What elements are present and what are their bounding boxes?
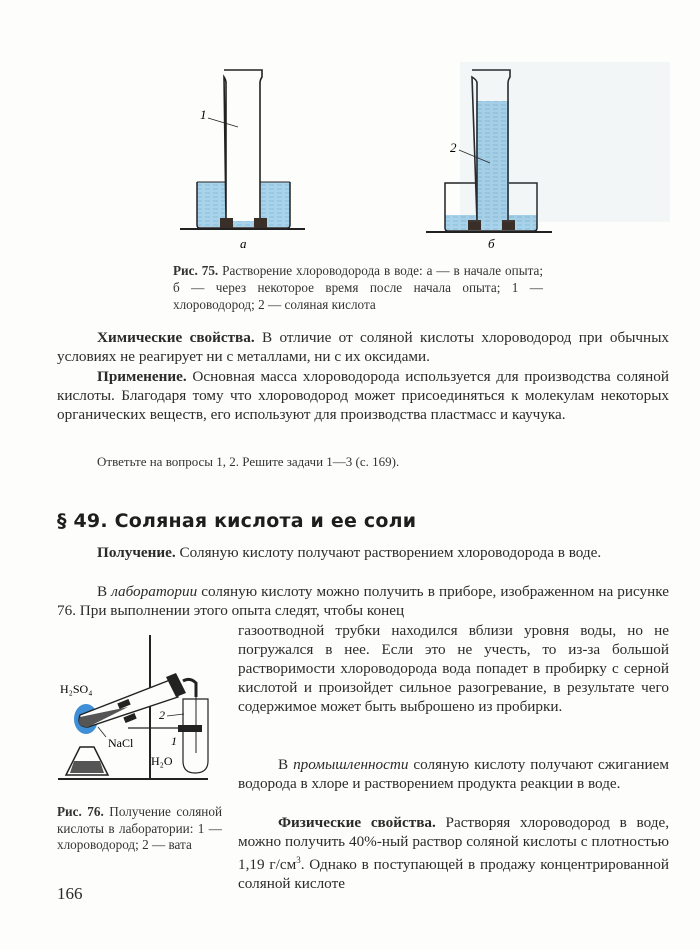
caption-text: Получение соляной кислоты в лаборатории: 1 — хлороводород; 2 — вата [57, 804, 222, 852]
label-1: 1 [200, 107, 207, 122]
physical-properties-paragraph [238, 813, 669, 893]
lab-paragraph-wrap: газоотводной трубки находился вблизи уровня воды, но не погружался в нее. Если это не учесть, то из-за большой растворимости хлороводорода вода попадет в пробирку с серной кислотой и произойдет сильное разогревание, в результате чего содержимое может быть выброшено из пробирки. [238, 622, 669, 715]
superscript: 3 [296, 855, 301, 865]
lamp-fuel [70, 761, 104, 773]
figure-75-caption [173, 262, 543, 313]
italic-term: лаборатории [111, 583, 198, 600]
label-h2o: H₂O [151, 754, 173, 768]
support-block [254, 218, 267, 228]
paragraph-title: Получение. [97, 544, 176, 561]
caption-label: Рис. 75. [173, 263, 219, 278]
paragraph-text: Соляную кислоту получают растворением хлороводорода в воде. [179, 544, 602, 561]
cylinder-gas-a [225, 83, 260, 221]
paragraph-text: Растворяя хлороводород в воде, можно получить 40%-ный раствор соляной кислоты с плотностью 1,19 г/см [238, 814, 669, 874]
obtaining-paragraph [57, 543, 669, 562]
caption-text: Растворение хлороводорода в воде: а — в начале опыта; б — через некоторое время после начала опыта; 1 — хлороводород; 2 — соляная кислота [173, 263, 544, 312]
subfigure-b-label: б [488, 236, 495, 251]
paragraph-text: соляную кислоту получают сжиганием водорода в хлоре и растворением продукта реакции в воде. [238, 756, 669, 792]
paragraph-title: Применение. [97, 368, 187, 385]
label-2: 2 [450, 140, 457, 155]
text-fragment: В [278, 756, 294, 773]
assignment-note: Ответьте на вопросы 1, 2. Решите задачи 1—3 (с. 169). [97, 454, 400, 469]
paragraph-text: Основная масса хлороводорода используется для производства соляной кислоты. Благодаря тому что хлороводород может присоединяться к молекулам некоторых органических веществ, его используют для производства пластмасс и каучука. [57, 368, 669, 423]
support-block [220, 218, 233, 228]
lab-paragraph-top [57, 582, 669, 620]
application-paragraph [57, 367, 669, 424]
label-1: 1 [171, 734, 177, 748]
paragraph-title: Химические свойства. [97, 329, 255, 346]
figure-75a-apparatus [180, 70, 305, 251]
figure-76-caption [57, 804, 222, 854]
caption-label: Рис. 76. [57, 804, 104, 819]
paragraph-text: В отличие от соляной кислоты хлороводород при обычных условиях не реагирует ни с металлами, ни с их оксидами. [57, 329, 669, 365]
figure-76-illustration [58, 635, 238, 805]
italic-term: промышленности [293, 756, 409, 773]
page-number: 166 [57, 884, 83, 903]
industry-paragraph [238, 755, 669, 793]
label-nacl: NaCl [108, 736, 134, 750]
bleed-through-ghost [460, 62, 670, 222]
chemical-properties-paragraph [57, 328, 669, 366]
label-2: 2 [159, 708, 165, 722]
subfigure-a-label: а [240, 236, 247, 251]
paragraph-text: соляную кислоту можно получить в приборе, изображенном на рисунке 76. При выполнении этого опыта следят, чтобы конец [57, 583, 669, 619]
section-heading: § 49. Соляная кислота и ее соли [57, 510, 417, 532]
text-fragment: В [97, 583, 112, 600]
gas-tube [183, 679, 196, 697]
label-h2so4: H₂SO₄ [60, 682, 93, 696]
paragraph-title: Физические свойства. [278, 814, 436, 831]
paragraph-text: . Однако в поступающей в продажу концентрированной соляной кислоте [238, 856, 669, 893]
